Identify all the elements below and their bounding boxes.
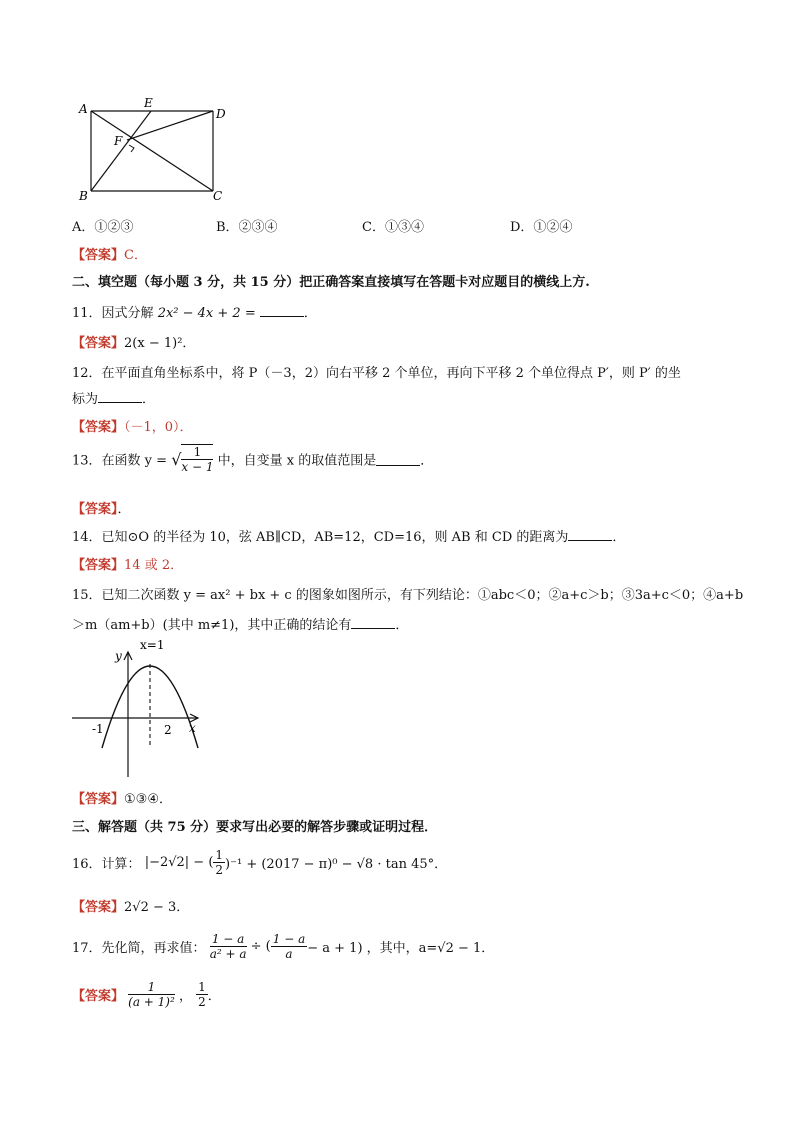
q16-expr2: )⁻¹ + (2017 − π)⁰ − √8 · tan 45°． <box>225 857 448 872</box>
label-B: B <box>79 189 88 202</box>
answer-q12 <box>72 416 193 435</box>
q13-post: 中，自变量 x 的取值范围是 <box>217 453 377 469</box>
q17-ans-end: ． <box>207 989 221 1004</box>
q17-f2-num: 1 − a <box>272 932 306 946</box>
answer-q17 <box>72 980 221 1009</box>
q11-post: ． <box>303 306 317 321</box>
option-d: D．①②④ <box>510 220 573 235</box>
answer-label: 【答案】 <box>72 989 125 1004</box>
q15-post: ． <box>395 618 409 633</box>
option-b: B．②③④ <box>216 220 278 235</box>
answer-value: C． <box>124 248 147 263</box>
q16-half <box>213 848 225 877</box>
y-axis-label: y <box>115 649 122 663</box>
answer-q10 <box>72 244 147 263</box>
rectangle-figure <box>70 92 240 202</box>
answer-value: 2√2 − 3． <box>124 900 190 915</box>
q16-half-den: 2 <box>215 863 224 877</box>
option-a: A．①②③ <box>72 220 134 235</box>
q17-ans2-den: 2 <box>198 995 206 1009</box>
q11-pre: 11．因式分解 <box>72 306 154 321</box>
label-F: F <box>114 134 123 148</box>
q11-blank <box>260 304 304 317</box>
q16-pre: 16．计算： <box>72 857 141 872</box>
question-13 <box>72 444 433 474</box>
q17-ans-den: (a + 1)² <box>128 995 175 1009</box>
q17-fraction-1 <box>210 932 247 961</box>
q17-mid: − a + 1) ，其中，a=√2 − 1． <box>307 941 495 956</box>
q17-ans-fraction-1 <box>128 980 175 1009</box>
q17-f1-num: 1 − a <box>210 932 247 947</box>
answer-value: ①③④． <box>124 792 172 807</box>
section-3-title: 三、解答题（共 75 分）要求写出必要的解答步骤或证明过程． <box>72 820 438 835</box>
answer-label: 【答案】 <box>72 558 125 573</box>
answer-label: 【答案】 <box>72 420 125 435</box>
answer-q16 <box>72 896 189 915</box>
answer-label: 【答案】 <box>72 792 125 807</box>
q17-pre: 17．先化简，再求值： <box>72 941 206 956</box>
q14-text: 14．已知⊙O 的半径为 10，弦 AB∥CD，AB=12，CD=16，则 AB 和 CD 的距离为 <box>72 530 569 545</box>
answer-q13 <box>72 498 131 517</box>
question-12-line1: 12．在平面直角坐标系中，将 P（－3，2）向右平移 2 个单位，再向下平移 2 个单位得点 P′，则 P′ 的坐 <box>72 366 681 381</box>
question-16 <box>72 848 447 877</box>
answer-value: 14 或 2． <box>124 558 184 573</box>
answer-label: 【答案】 <box>72 502 118 517</box>
q13-pre: 13．在函数 y = <box>72 453 168 469</box>
q16-half-num: 1 <box>215 848 224 862</box>
sqrt-sign: √ <box>171 449 182 469</box>
section-2-title: 二、填空题（每小题 3 分，共 15 分）把正确答案直接填写在答题卡对应题目的横线上方. <box>72 275 590 290</box>
answer-label: 【答案】 <box>72 248 125 263</box>
q12-post: ． <box>142 392 156 407</box>
q17-ans2-num: 1 <box>198 980 206 994</box>
q14-blank <box>568 528 612 541</box>
q17-ans-sep: ， <box>178 989 192 1004</box>
answer-label: 【答案】 <box>72 900 125 915</box>
q13-blank <box>376 453 420 466</box>
label-E: E <box>144 96 153 110</box>
q15-line2-text: ＞m（am+b）(其中 m≠1)，其中正确的结论有 <box>72 618 352 633</box>
q17-ans-num: 1 <box>128 980 175 995</box>
axis-of-symmetry-label: x=1 <box>140 638 165 652</box>
q17-div: ÷ ( <box>250 939 271 954</box>
answer-q11 <box>72 332 195 351</box>
label-A: A <box>79 102 88 116</box>
q13-den: x − 1 <box>181 460 214 474</box>
tick-two: 2 <box>164 723 172 737</box>
q17-f1-den: a² + a <box>209 947 247 961</box>
question-15-line1: 15．已知二次函数 y = ax² + bx + c 的图象如图所示，有下列结论：①abc＜0；②a+c＞b；③3a+c＜0；④a+b <box>72 588 744 603</box>
label-C: C <box>213 189 223 202</box>
answer-value: 2(x − 1)²． <box>124 336 196 351</box>
question-12-line2 <box>72 388 155 407</box>
q13-fraction <box>181 444 213 474</box>
q13-num: 1 <box>181 445 213 460</box>
answer-value: ． <box>117 502 131 517</box>
question-15-line2 <box>72 614 408 633</box>
q17-fraction-2 <box>271 932 307 961</box>
answer-label: 【答案】 <box>72 336 125 351</box>
q17-ans-fraction-2 <box>196 980 208 1009</box>
x-axis-label: x <box>189 721 196 735</box>
question-17 <box>72 932 494 961</box>
q15-blank <box>351 616 395 629</box>
question-14 <box>72 526 625 545</box>
label-D: D <box>216 107 226 121</box>
q13-end: ． <box>420 453 434 469</box>
answer-q15 <box>72 788 172 807</box>
option-c: C．①③④ <box>362 220 424 235</box>
q12-line2-text: 标为 <box>72 392 99 407</box>
tick-neg-one: -1 <box>92 722 104 736</box>
q11-expr: 2x² − 4x + 2 = <box>157 306 256 321</box>
q14-post: ． <box>612 530 626 545</box>
answer-q14 <box>72 554 183 573</box>
q16-expr1: |−2√2| − ( <box>144 855 214 870</box>
answer-value: （－1，0）． <box>124 420 193 435</box>
q12-blank <box>98 390 142 403</box>
q17-f2-den: a <box>285 947 293 961</box>
question-11 <box>72 302 317 321</box>
parabola-graph <box>66 636 216 781</box>
